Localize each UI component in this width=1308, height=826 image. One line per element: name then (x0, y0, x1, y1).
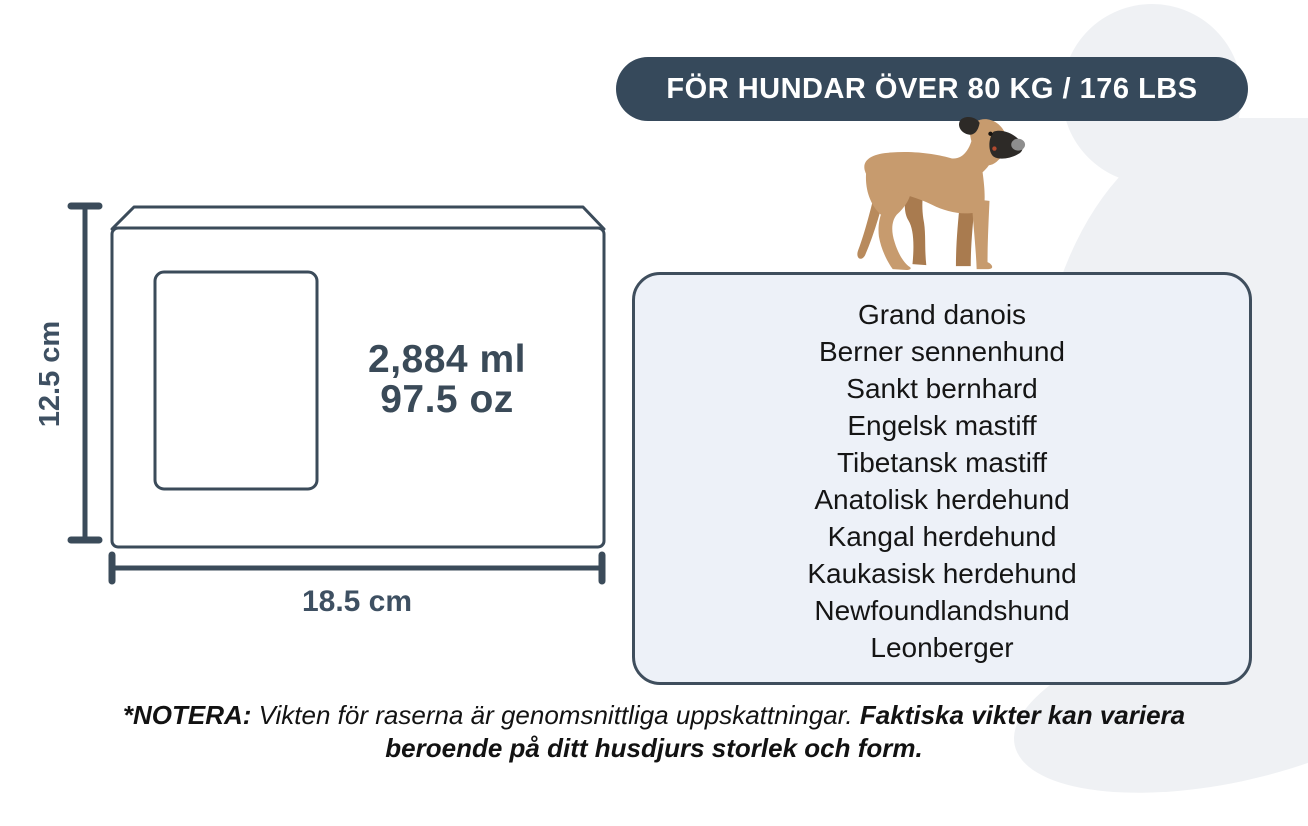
width-dimension-line (112, 555, 602, 581)
breed-list-item: Tibetansk mastiff (836, 447, 1048, 478)
size-category-label: FÖR HUNDAR ÖVER 80 KG / 176 LBS (666, 72, 1198, 105)
dog-nose (1011, 139, 1025, 151)
volume-ml-label: 2,884 ml (368, 338, 526, 381)
footnote-emphasis: Faktiska vikter kan variera beroende på ditt husdjurs storlek och form. (385, 700, 1186, 763)
breed-list-item: Berner sennenhund (819, 336, 1065, 367)
breed-list-item: Sankt bernhard (846, 373, 1038, 404)
great-dane-illustration (850, 116, 1050, 274)
container-window (155, 272, 317, 489)
footnote-body: Vikten för raserna är genomsnittliga uppskattningar. (258, 700, 853, 730)
breed-list-item: Grand danois (857, 299, 1027, 330)
height-dimension-line (71, 206, 99, 540)
dog-eye (988, 132, 992, 136)
breed-list-item: Kangal herdehund (827, 521, 1057, 552)
breed-list-panel (632, 272, 1252, 685)
breed-list-item: Engelsk mastiff (847, 410, 1037, 441)
dog-cheek-spot (992, 146, 996, 150)
footnote (119, 699, 1189, 765)
breed-list-item: Anatolisk herdehund (814, 484, 1070, 515)
volume-oz-label: 97.5 oz (380, 378, 514, 421)
container-diagram (30, 190, 630, 620)
container-lid (112, 207, 604, 229)
size-category-badge (616, 57, 1248, 121)
breed-list-item: Leonberger (870, 632, 1014, 663)
height-label: 12.5 cm (34, 320, 66, 428)
footnote-prefix: *NOTERA: (122, 700, 252, 730)
width-label: 18.5 cm (301, 585, 413, 618)
breed-list-item: Newfoundlandshund (814, 595, 1070, 626)
breed-list-item: Kaukasisk herdehund (807, 558, 1077, 589)
